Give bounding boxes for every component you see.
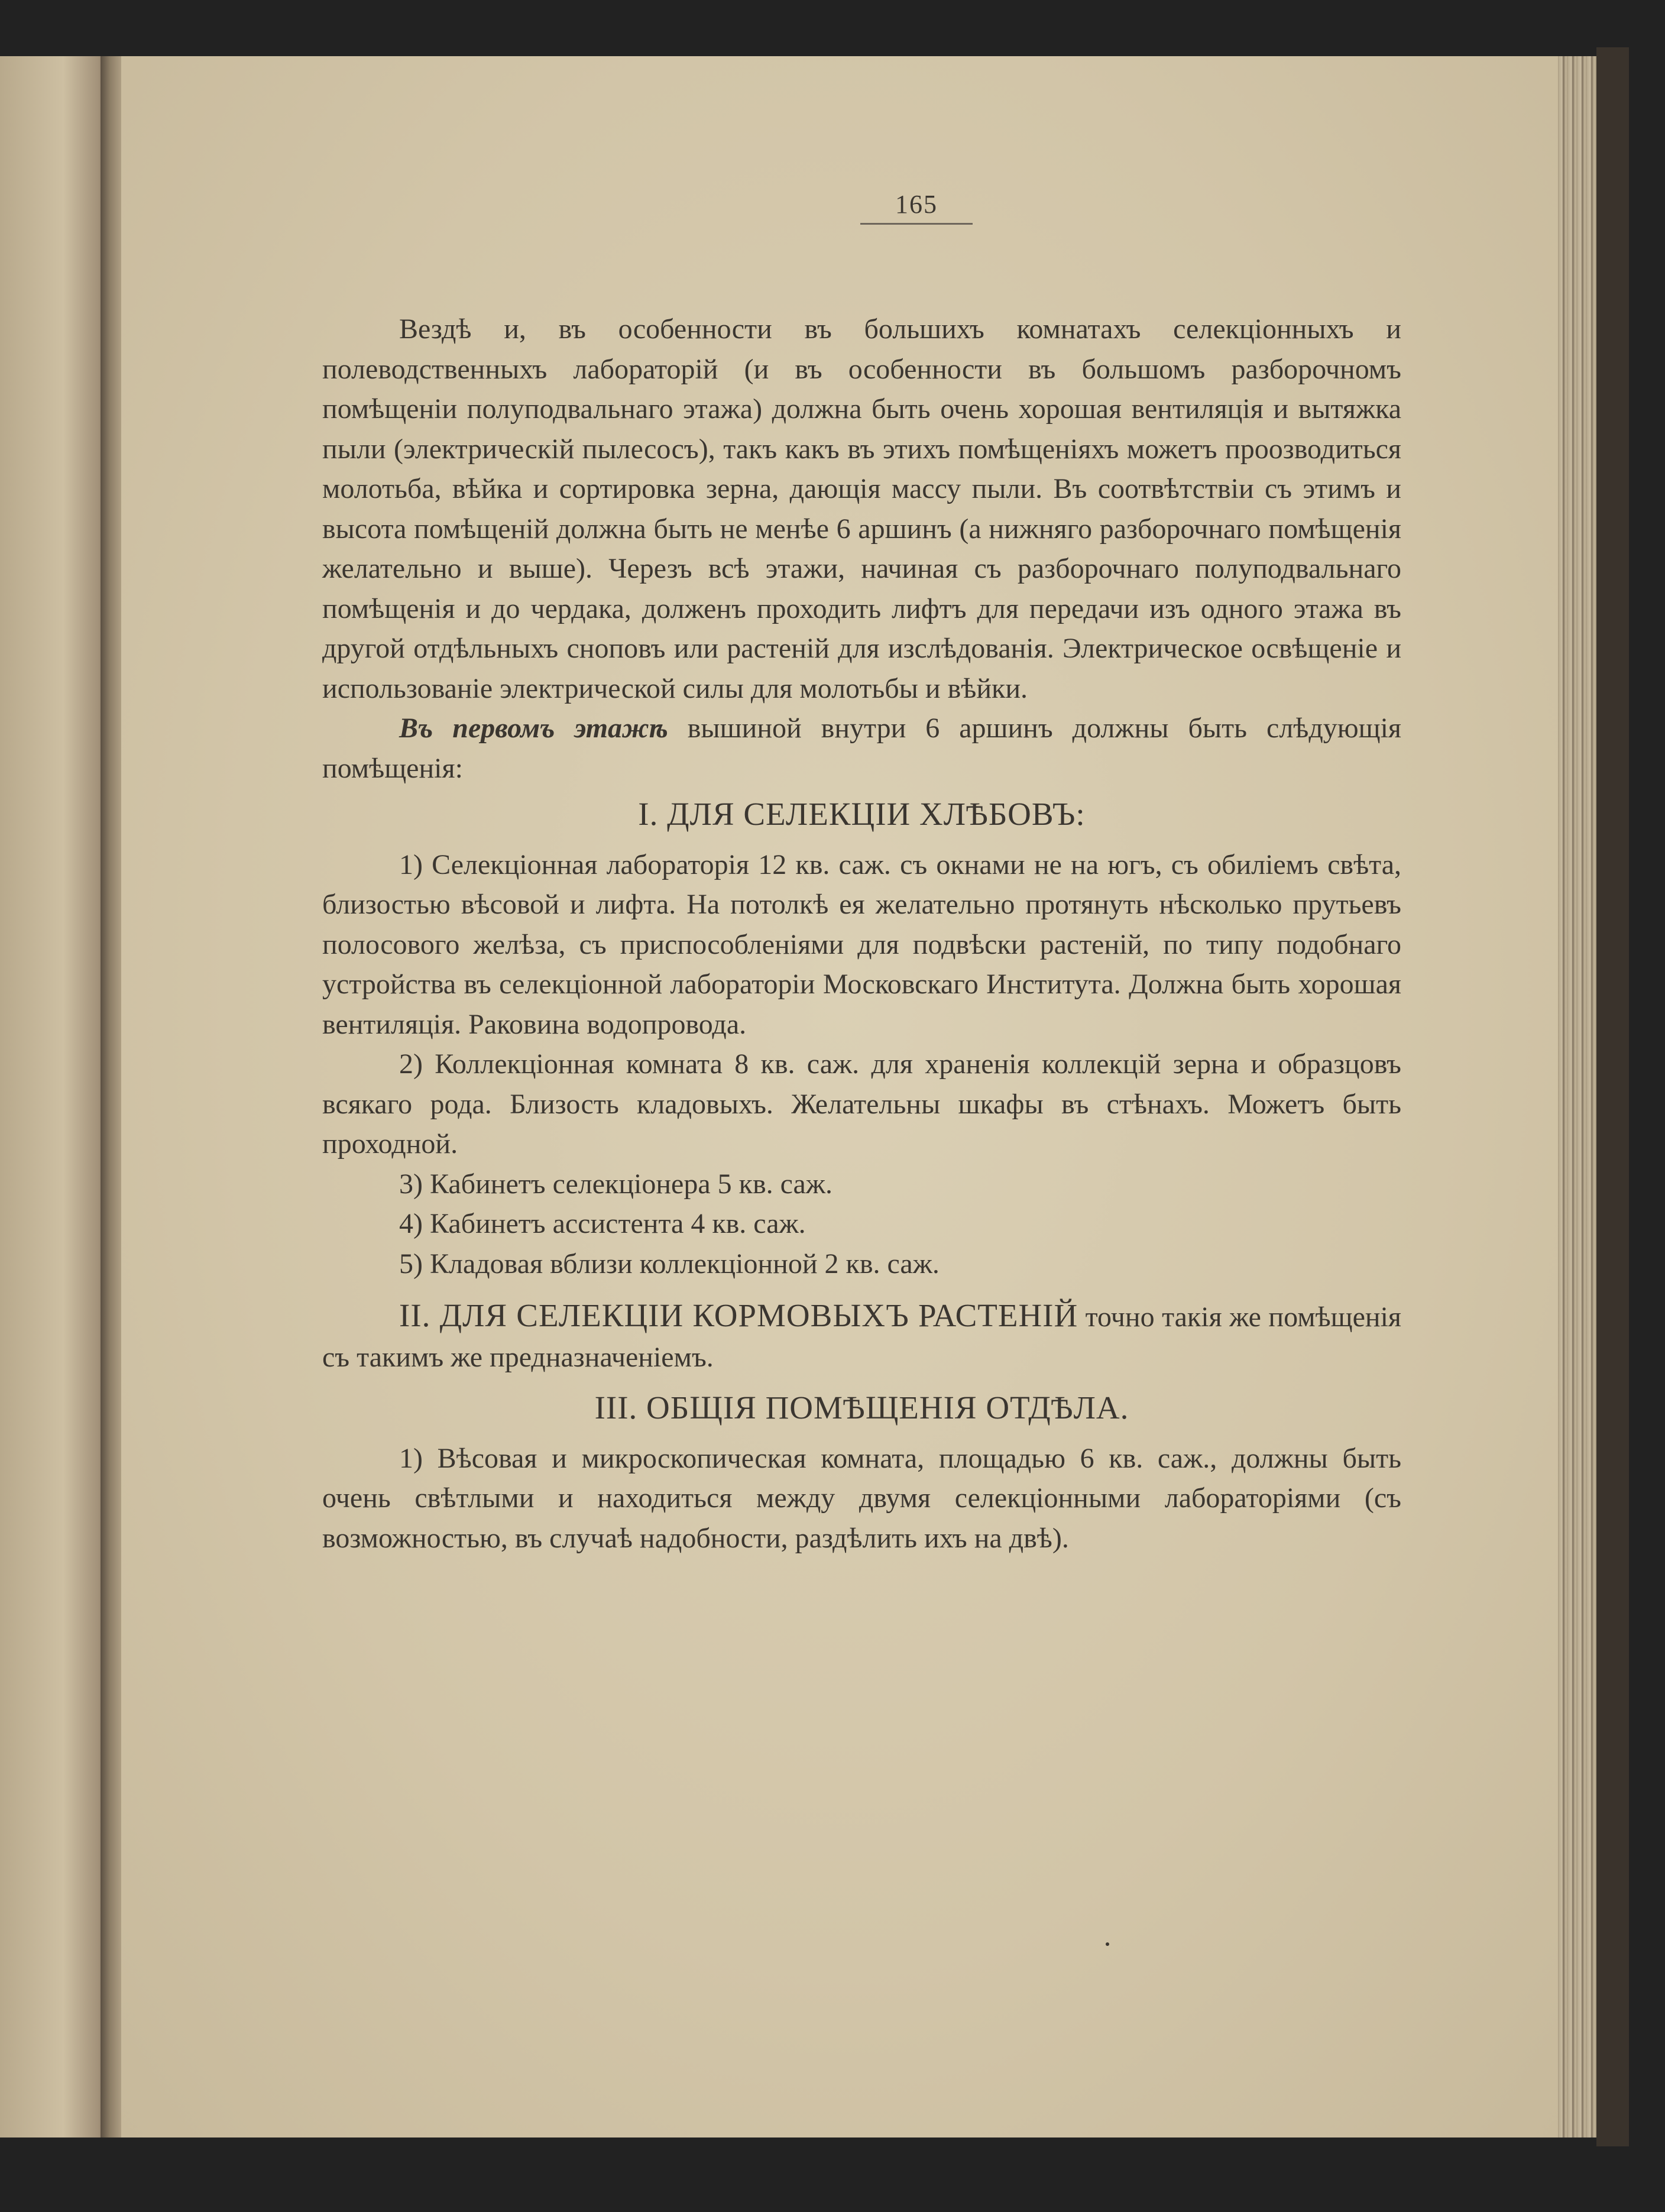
- first-floor-text: вышиной внутри 6 аршинъ должны быть слѣдующія помѣщенія:: [322, 712, 1402, 784]
- ink-speck: [1106, 1942, 1109, 1946]
- list-item-5: 5) Кладовая вблизи коллекціонной 2 кв. саж.: [399, 1248, 940, 1280]
- paragraph-first-floor: [322, 708, 1401, 788]
- heading-grain-selection: I. ДЛЯ СЕЛЕКЦІИ ХЛѢБОВЪ:: [638, 796, 1086, 832]
- cover-edge: [1596, 47, 1629, 2146]
- heading-common-rooms: III. ОБЩІЯ ПОМѢЩЕНІЯ ОТДѢЛА.: [594, 1390, 1129, 1426]
- page-number-rule: [860, 223, 973, 225]
- paragraph-ventilation: Вездѣ и, въ особенности въ большихъ комнатахъ селекціонныхъ и полеводственныхъ лабораторій (и въ особенности въ большомъ разборочномъ помѣщеніи полуподвальнаго этажа) должна быть очень хорошая вентиляція и вытяжка пыли (электрическій пылесосъ), такъ какъ въ этихъ помѣщеніяхъ можетъ проозводиться молотьба, вѣйка и сортировка зерна, дающія массу пыли. Въ соотвѣтствіи съ этимъ и высота помѣщеній должна быть не менѣе 6 аршинъ (а нижняго разборочнаго помѣщенія желательно и выше). Черезъ всѣ этажи, начиная съ разборочнаго полуподвальнаго помѣщенія и до чердака, долженъ проходить лифтъ для передачи изъ одного этажа въ другой отдѣльныхъ сноповъ или растеній для изслѣдованія. Электрическое освѣщеніе и использованіе электрической силы для молотьбы и вѣйки.: [322, 313, 1401, 704]
- list-item-2: 2) Коллекціонная комната 8 кв. саж. для храненія коллекцій зерна и образцовъ всякаго рода. Близость кладовыхъ. Желательны шкафы въ стѣнахъ. Можетъ быть проходной.: [322, 1048, 1401, 1160]
- page-text: [322, 309, 1401, 1558]
- first-floor-italic: Въ первомъ этажѣ: [399, 712, 668, 744]
- heading-forage-text: точно такія же помѣщенія съ такимъ же предназначеніемъ.: [322, 1301, 1401, 1373]
- heading-forage-caps: II. ДЛЯ СЕЛЕКЦІИ КОРМОВЫХЪ РАСТЕНІЙ: [399, 1297, 1078, 1333]
- list-item-6: 1) Вѣсовая и микроскопическая комната, площадью 6 кв. саж., должны быть очень свѣтлыми и находиться между двумя селекціонными лабораторіями (съ возможностью, въ случаѣ надобности, раздѣлить ихъ на двѣ).: [322, 1442, 1401, 1554]
- heading-forage-selection: [322, 1296, 1401, 1377]
- book-page: [121, 56, 1558, 2137]
- page-number: 165: [895, 190, 938, 219]
- left-page-edge: [0, 56, 115, 2137]
- book-gutter: [101, 56, 124, 2137]
- list-item-3: 3) Кабинетъ селекціонера 5 кв. саж.: [399, 1168, 833, 1200]
- list-item-1: 1) Селекціонная лабораторія 12 кв. саж. съ окнами не на югъ, съ обиліемъ свѣта, близостью вѣсовой и лифта. На потолкѣ ея желательно протянуть нѣсколько прутьевъ полосового желѣза, съ приспособленіями для подвѣски растеній, по типу подобнаго устройства въ селекціонной лабораторіи Московскаго Института. Должна быть хорошая вентиляція. Раковина водопровода.: [322, 848, 1401, 1040]
- list-item-4: 4) Кабинетъ ассистента 4 кв. саж.: [399, 1208, 806, 1239]
